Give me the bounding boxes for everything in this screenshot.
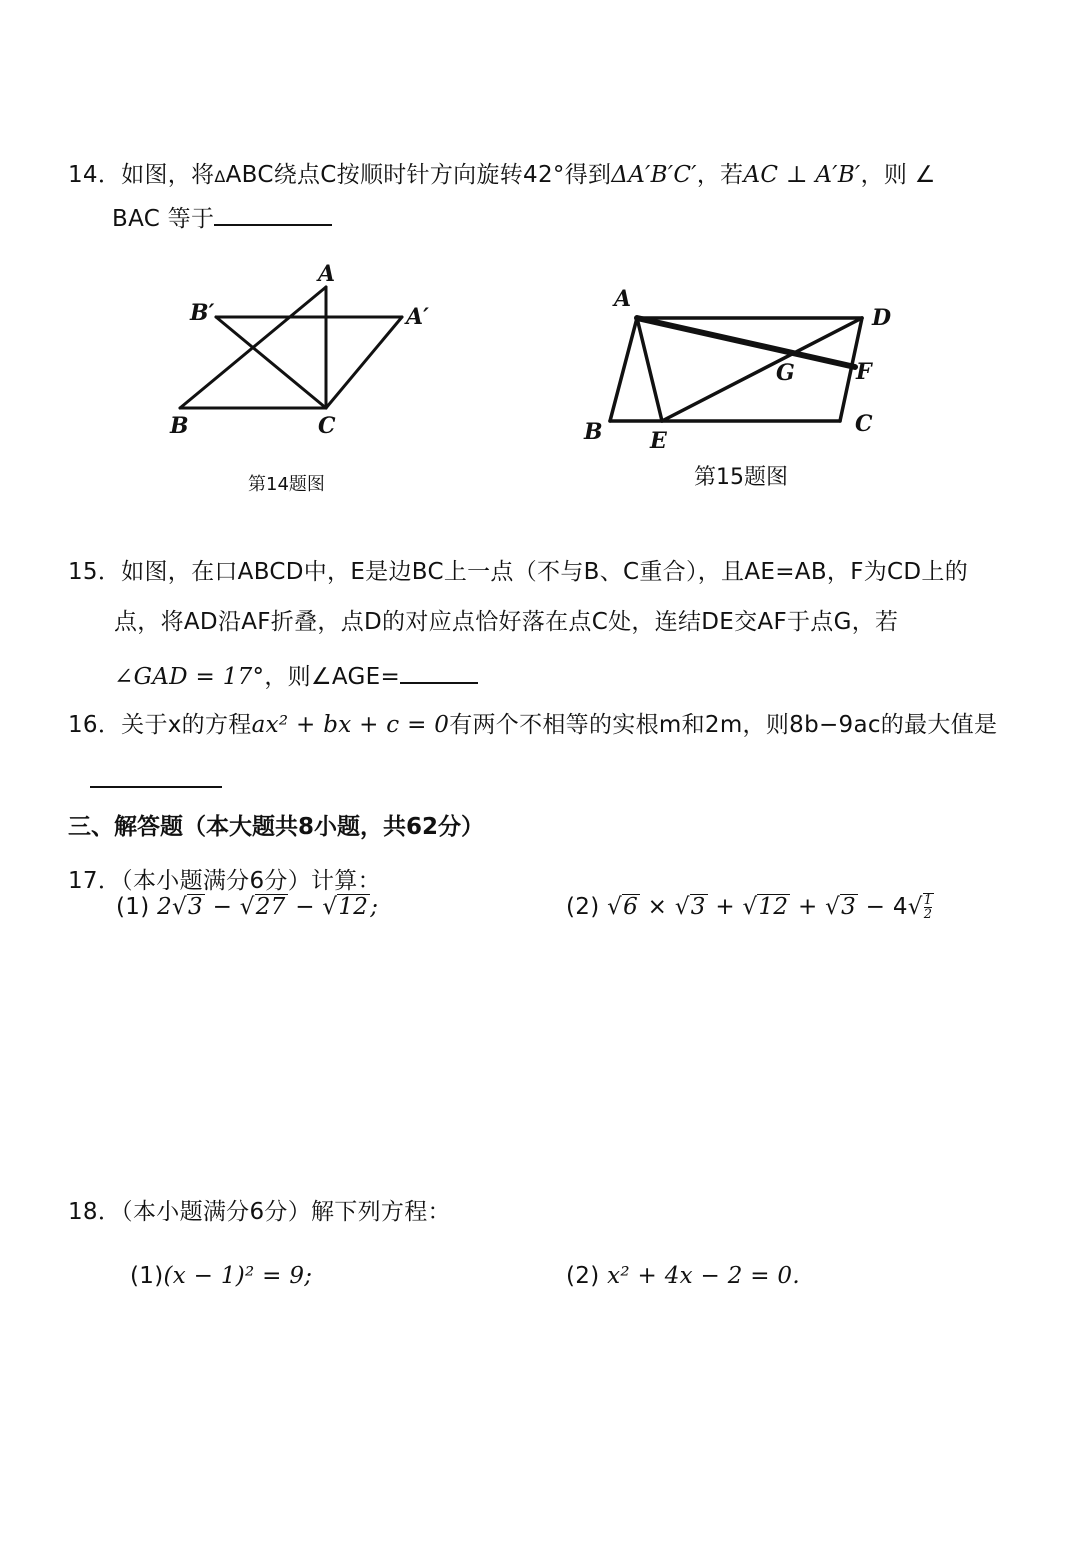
q14-answer-blank[interactable]	[214, 202, 332, 226]
q14-text-c: ，若	[696, 162, 744, 188]
q17-header: 17．（本小题满分6分）计算：	[68, 868, 381, 894]
q15-line1	[68, 557, 968, 587]
q17-p2-fraction	[924, 894, 933, 921]
section3-title: 三、解答题（本大题共8小题，共62分）	[68, 814, 485, 840]
q17-p1-radicand-2: 27	[255, 894, 286, 920]
fig14-caption: 第14题图	[248, 474, 325, 495]
fig15-label-B: B	[584, 419, 603, 445]
fig15-line-A-E	[637, 318, 662, 421]
fig14-label-Bp: B′	[190, 300, 215, 326]
fig15-line-A-B	[610, 318, 637, 421]
q18-p1-equation: (x − 1)² = 9;	[163, 1263, 313, 1289]
fig15-label-G: G	[776, 360, 795, 386]
fig14-label-B: B	[170, 413, 189, 439]
q17-p1-coef: 2	[157, 894, 173, 920]
q17-p1-minus-1: −	[204, 894, 240, 920]
figure-14	[160, 258, 460, 448]
q14-text-bac: BAC 等于	[112, 206, 215, 232]
q15-text-age: ，则∠AGE=	[264, 664, 401, 690]
q15-number: 15．	[68, 559, 122, 585]
q17-p1-radicand-1: 3	[188, 894, 203, 920]
fig14-label-A: A	[318, 261, 336, 287]
fig15-line-A-F	[637, 318, 855, 367]
fig15-label-D: D	[872, 305, 892, 331]
q17-p2-minus: − 4	[858, 894, 908, 920]
q14-number: 14．	[68, 162, 122, 188]
q14-line1	[68, 160, 936, 192]
q17-part2: (2) √6 × √3 + √12 + √3 − 4√ $\frac{1}{2}$	[566, 893, 933, 922]
q17-p2-radicand-2: 3	[690, 894, 706, 920]
q17-p1-radicand-3: 12	[338, 894, 369, 920]
q17-p2-denominator: 2	[923, 907, 933, 922]
q14-math-perp: AC ⊥ A′B′	[743, 162, 861, 188]
q14-text-b: ABC绕点C按顺时针方向旋转42°得到	[225, 162, 612, 188]
q15-line2: 点，将AD沿AF折叠，点D的对应点恰好落在点C处，连结DE交AF于点G，若	[114, 609, 899, 635]
q17-p2-radicand-3: 12	[758, 894, 789, 920]
q17-p1-minus-2: −	[287, 894, 323, 920]
q17-p2-plus-2: +	[790, 894, 826, 920]
q17-p2-plus-1: +	[707, 894, 743, 920]
q17-p1-label: (1)	[116, 894, 150, 920]
q17-p1-end: ;	[370, 894, 379, 920]
fig15-label-F: F	[856, 359, 872, 385]
fig15-line-E-D	[662, 318, 862, 421]
q18-p2-equation: x² + 4x − 2 = 0.	[607, 1263, 800, 1289]
q17-p2-numerator: 1	[923, 893, 933, 908]
q18-part1	[130, 1261, 312, 1291]
q17-p2-radicand-4: 3	[841, 894, 857, 920]
q17-p2-times: ×	[640, 894, 675, 920]
figure-15	[578, 280, 918, 460]
q18-part2	[566, 1261, 800, 1291]
q15-answer-blank[interactable]	[400, 660, 478, 684]
q16-text-b: 有两个不相等的实根m和2m，则8b−9ac的最大值是	[449, 712, 998, 738]
q14-math-triangle: ΔA′B′C′	[611, 162, 697, 188]
q16-text-a: 关于x的方程	[121, 712, 252, 738]
q17-p2-radicand-1: 6	[623, 894, 639, 920]
q16-math-equation: ax² + bx + c = 0	[251, 712, 450, 738]
q14-line2	[112, 202, 332, 234]
q14-text-d: ，则 ∠	[860, 162, 936, 188]
q18-p1-label: (1)	[130, 1263, 164, 1289]
fig14-line-Ap-C	[326, 317, 402, 408]
fig15-label-E: E	[650, 428, 667, 454]
fig15-label-C: C	[855, 411, 873, 437]
q17-part1: (1) 2√3 − √27 − √12;	[116, 894, 379, 920]
q16-line1	[68, 710, 997, 740]
fig15-label-A: A	[614, 286, 632, 312]
q18-header: 18．（本小题满分6分）解下列方程：	[68, 1199, 451, 1225]
q16-answer-blank[interactable]	[90, 766, 222, 788]
q16-number: 16．	[68, 712, 122, 738]
q15-math-angle: ∠GAD = 17°	[114, 664, 265, 690]
q15-line3	[114, 660, 478, 692]
q14-text-a: 如图，将	[121, 162, 215, 188]
q17-p2-label: (2)	[566, 894, 600, 920]
fig14-label-C: C	[318, 413, 336, 439]
fig15-caption: 第15题图	[694, 465, 788, 490]
q14-triangle-symbol: Δ	[214, 167, 226, 186]
q15-text-line1: 如图，在口ABCD中，E是边BC上一点（不与B、C重合），且AE=AB，F为CD上的	[121, 559, 969, 585]
q18-p2-label: (2)	[566, 1263, 600, 1289]
fig14-label-Ap: A′	[406, 304, 429, 330]
